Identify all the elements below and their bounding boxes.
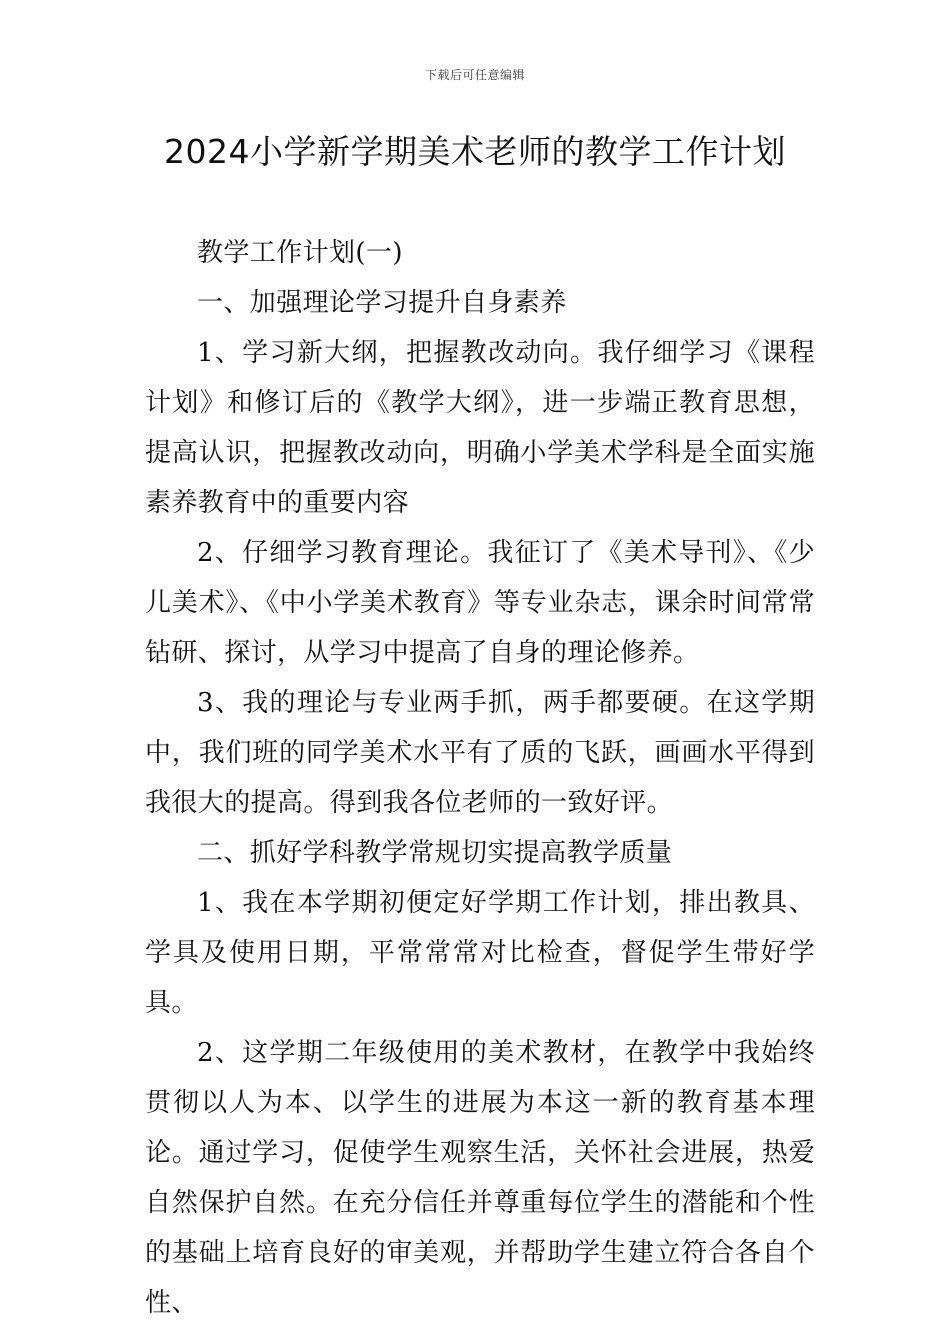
- paragraph: 2、仔细学习教育理论。我征订了《美术导刊》、《少儿美术》、《中小学美术教育》等专业杂志，课余时间常常钻研、探讨，从学习中提高了自身的理论修养。: [145, 538, 815, 668]
- header-note: 下载后可任意编辑: [424, 68, 525, 82]
- paragraph-heading-two: 二、抓好学科教学常规切实提高教学质量: [197, 838, 673, 868]
- paragraph: 1、学习新大纲，把握教改动向。我仔细学习《课程计划》和修订后的《教学大纲》，进一步端正教育思想，提高认识，把握教改动向，明确小学美术学科是全面实施素养教育中的重要内容: [145, 338, 815, 518]
- paragraph: 1、我在本学期初便定好学期工作计划，排出教具、学具及使用日期，平常常常对比检查，督促学生带好学具。: [145, 888, 815, 1018]
- paragraph-heading-one: 一、加强理论学习提升自身素养: [197, 288, 567, 318]
- paragraph: 2、这学期二年级使用的美术教材，在教学中我始终贯彻以人为本、以学生的进展为本这一新的教育基本理论。通过学习，促使学生观察生活，关怀社会进展，热爱自然保护自然。在充分信任并尊重每位学生的潜能和个性的基础上培育良好的审美观，并帮助学生建立符合各自个性、: [145, 1038, 815, 1318]
- document-title: 2024小学新学期美术老师的教学工作计划: [164, 132, 786, 171]
- document-body: [145, 228, 815, 1328]
- paragraph-section-heading: 教学工作计划(一): [197, 238, 403, 268]
- paragraph: 3、我的理论与专业两手抓，两手都要硬。在这学期中，我们班的同学美术水平有了质的飞跃，画画水平得到我很大的提高。得到我各位老师的一致好评。: [145, 688, 815, 818]
